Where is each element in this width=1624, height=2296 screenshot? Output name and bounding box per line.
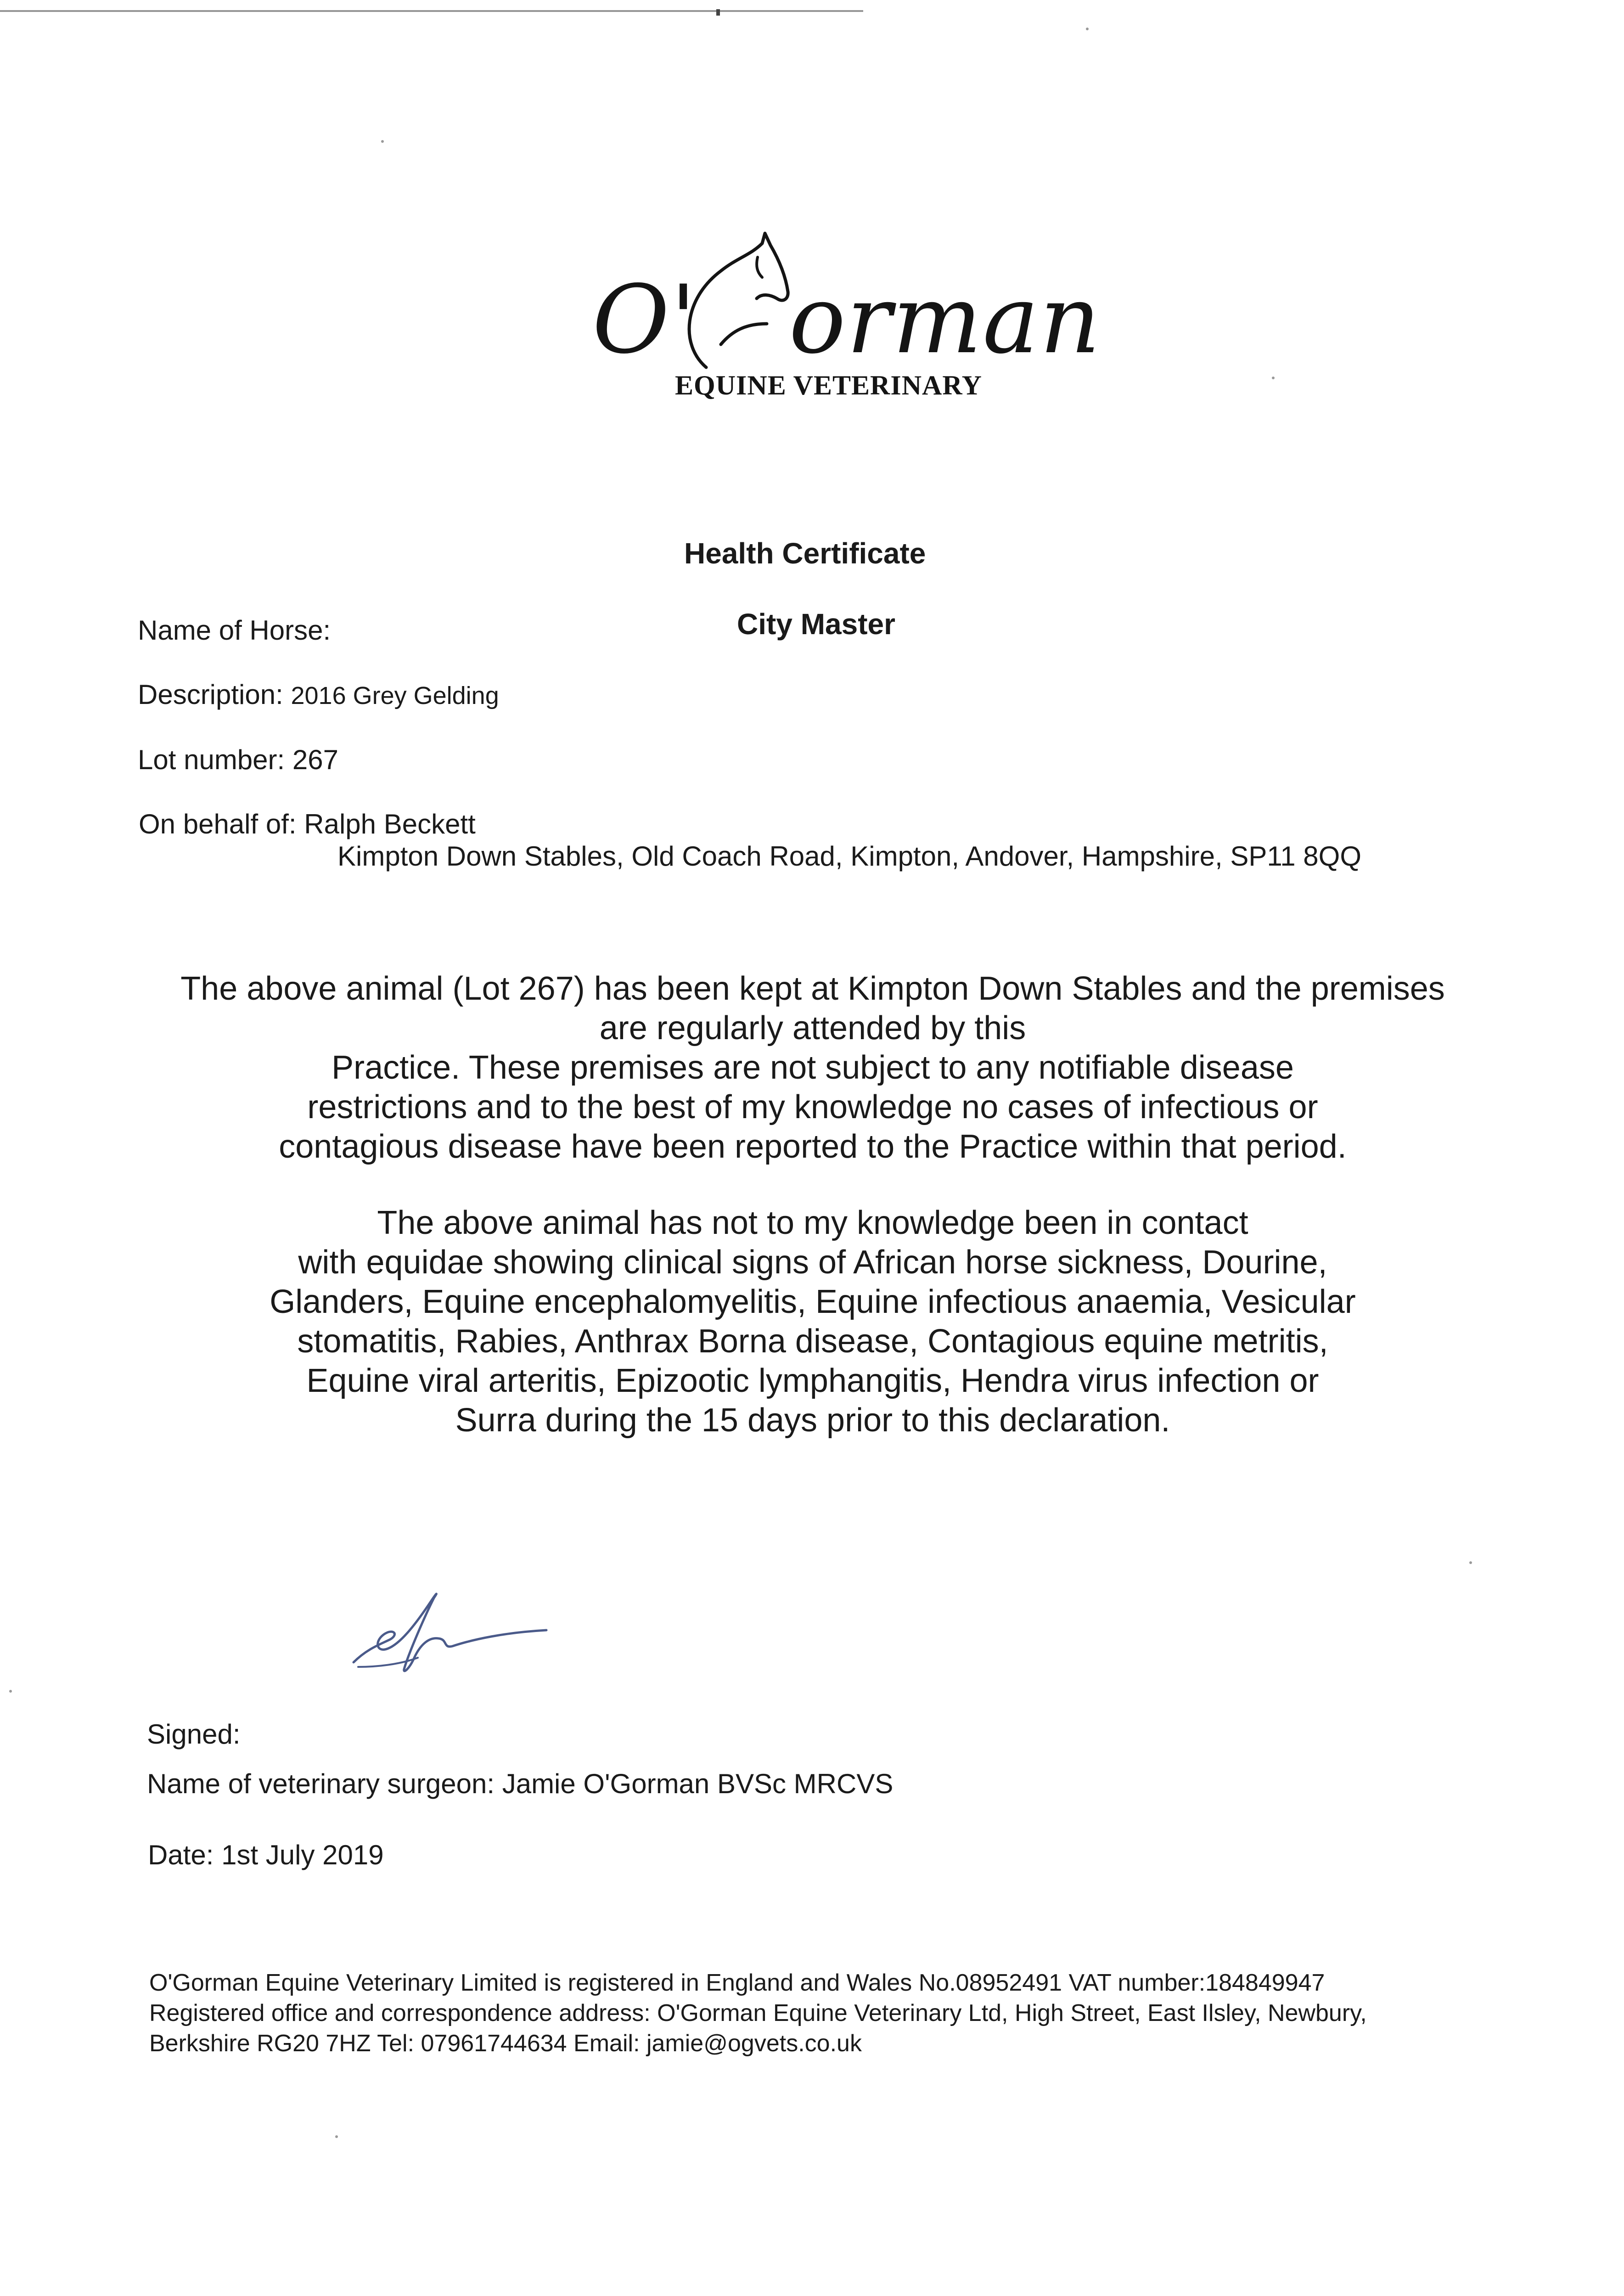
footer-registration: O'Gorman Equine Veterinary Limited is registered in England and Wales No.08952491 VAT number:184849947	[149, 1970, 1325, 1996]
declaration-line: stomatitis, Rabies, Anthrax Borna disease, Contagious equine metritis,	[297, 1323, 1328, 1360]
horse-name: City Master	[737, 608, 895, 641]
lot-value: 267	[292, 744, 338, 775]
footer-contact: Berkshire RG20 7HZ Tel: 07961744634 Email: jamie@ogvets.co.uk	[149, 2030, 862, 2057]
scan-speck	[335, 2135, 338, 2138]
behalf-label: On behalf of:	[139, 809, 297, 839]
scan-speck	[1086, 28, 1089, 30]
scan-speck	[1272, 377, 1275, 379]
lot-label: Lot number:	[138, 744, 285, 775]
footer-address: Registered office and correspondence address: O'Gorman Equine Veterinary Ltd, High Street, East Ilsley, Newbury,	[149, 2000, 1367, 2026]
logo-suffix: orman	[789, 265, 1101, 375]
description-label: Description:	[138, 679, 283, 710]
lot-field	[138, 744, 338, 776]
scan-edge-line	[0, 10, 863, 12]
description-value: 2016 Grey Gelding	[291, 682, 499, 709]
declaration-paragraph-2	[156, 1203, 1469, 1440]
date-value: 1st July 2019	[221, 1840, 384, 1870]
declaration-line: with equidae showing clinical signs of African horse sickness, Dourine,	[298, 1244, 1327, 1281]
scan-speck	[381, 140, 384, 143]
declaration-line: Practice. These premises are not subject to any notifiable disease	[332, 1049, 1294, 1086]
declaration-line: The above animal has not to my knowledge been in contact	[377, 1204, 1248, 1241]
horse-head-icon	[652, 230, 790, 372]
stable-address: Kimpton Down Stables, Old Coach Road, Kimpton, Andover, Hampshire, SP11 8QQ	[337, 841, 1362, 872]
description-field	[138, 679, 499, 710]
declaration-line: The above animal (Lot 267) has been kept at Kimpton Down Stables and the premises	[180, 970, 1445, 1007]
declaration-paragraph-1	[156, 969, 1469, 1166]
behalf-value: Ralph Beckett	[304, 809, 476, 839]
company-footer	[149, 1968, 1527, 2059]
behalf-field	[139, 808, 476, 840]
declaration-line: contagious disease have been reported to the Practice within that period.	[279, 1128, 1347, 1165]
declaration-line: Equine viral arteritis, Epizootic lymphangitis, Hendra virus infection or	[306, 1362, 1319, 1399]
scan-speck	[1469, 1561, 1472, 1564]
scan-edge-mark	[716, 9, 720, 16]
scan-speck	[9, 1690, 12, 1693]
certificate-title: Health Certificate	[684, 537, 926, 570]
date-label: Date:	[148, 1840, 214, 1870]
signed-label: Signed:	[147, 1719, 241, 1750]
date-field	[148, 1839, 384, 1871]
company-logo	[592, 230, 1101, 404]
logo-prefix: O'	[592, 265, 697, 375]
surgeon-name: Jamie O'Gorman BVSc MRCVS	[502, 1768, 893, 1799]
horse-name-label: Name of Horse:	[138, 615, 331, 646]
declaration-line: Glanders, Equine encephalomyelitis, Equine infectious anaemia, Vesicular	[270, 1283, 1356, 1320]
logo-subtitle: EQUINE VETERINARY	[675, 370, 982, 400]
surgeon-field	[147, 1768, 893, 1800]
declaration-line: are regularly attended by this	[599, 1010, 1026, 1047]
surgeon-label: Name of veterinary surgeon:	[147, 1768, 495, 1799]
handwritten-signature	[340, 1580, 560, 1681]
declaration-line: Surra during the 15 days prior to this declaration.	[455, 1402, 1170, 1439]
declaration-line: restrictions and to the best of my knowledge no cases of infectious or	[307, 1089, 1318, 1125]
